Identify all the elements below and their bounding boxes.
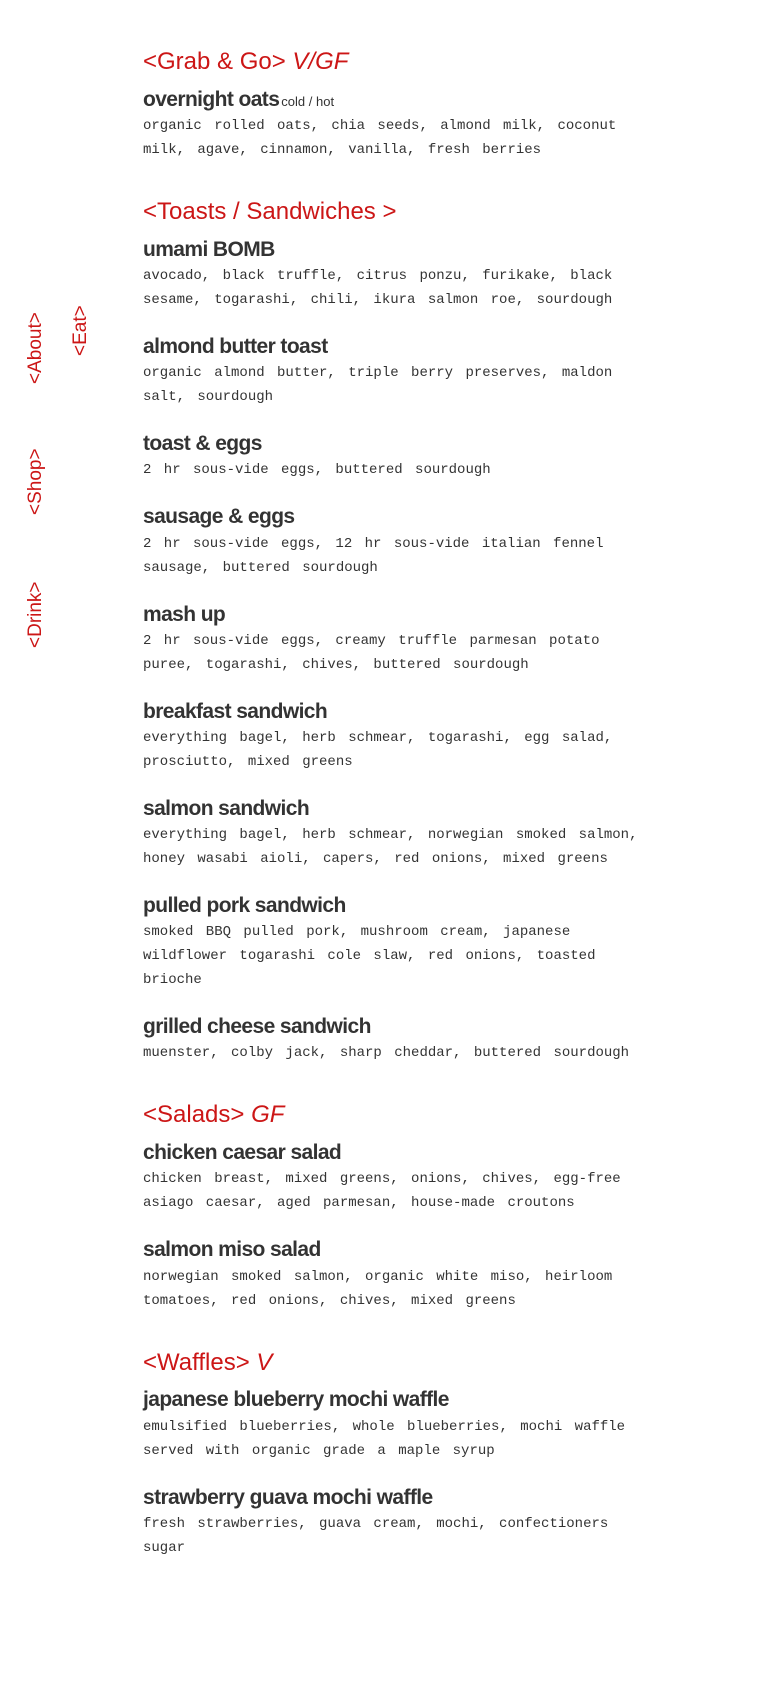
menu-item-name-row bbox=[143, 699, 643, 724]
menu-item-name-row bbox=[143, 87, 643, 112]
menu-item bbox=[143, 1140, 643, 1215]
menu-item-name: mash up bbox=[143, 602, 226, 626]
menu-item bbox=[143, 1485, 643, 1560]
menu-item-name-row bbox=[143, 334, 643, 359]
nav-shop-link[interactable]: <Shop> bbox=[25, 448, 46, 515]
menu-item-name: umami BOMB bbox=[143, 237, 275, 261]
menu-item-name: grilled cheese sandwich bbox=[143, 1015, 371, 1039]
section-title-text: <Grab & Go> bbox=[143, 48, 286, 75]
menu-item-name: pulled pork sandwich bbox=[143, 894, 346, 918]
menu-item-name: japanese blueberry mochi waffle bbox=[143, 1388, 449, 1412]
menu-item-description: everything bagel, herb schmear, norwegian smoked salmon, honey wasabi aioli, capers, red onions, mixed greens bbox=[143, 827, 638, 868]
menu-section bbox=[143, 198, 643, 1065]
menu-item-name-row bbox=[143, 1140, 643, 1165]
menu bbox=[143, 48, 643, 1582]
dietary-tag: V bbox=[256, 1348, 273, 1376]
menu-section bbox=[143, 1349, 643, 1560]
menu-item-name: strawberry guava mochi waffle bbox=[143, 1485, 433, 1509]
menu-item-name: almond butter toast bbox=[143, 334, 328, 358]
menu-item-name: chicken caesar salad bbox=[143, 1141, 342, 1165]
menu-item-name: breakfast sandwich bbox=[143, 699, 328, 723]
section-title bbox=[143, 198, 643, 227]
menu-item bbox=[143, 893, 643, 992]
menu-item-name-row bbox=[143, 1485, 643, 1510]
menu-item bbox=[143, 504, 643, 579]
menu-item-description: muenster, colby jack, sharp cheddar, buttered sourdough bbox=[143, 1045, 630, 1062]
menu-section bbox=[143, 48, 643, 162]
menu-item-name-row bbox=[143, 431, 643, 456]
menu-item bbox=[143, 602, 643, 677]
menu-item-description: fresh strawberries, guava cream, mochi, confectioners sugar bbox=[143, 1515, 609, 1556]
menu-item-description: organic almond butter, triple berry preserves, maldon salt, sourdough bbox=[143, 365, 613, 406]
menu-item-name-row bbox=[143, 893, 643, 918]
menu-item-name-row bbox=[143, 1237, 643, 1262]
menu-item bbox=[143, 1387, 643, 1462]
nav-drink-link[interactable]: <Drink> bbox=[25, 581, 46, 648]
nav-eat-link[interactable]: <Eat> bbox=[70, 305, 91, 356]
menu-item-name: toast & eggs bbox=[143, 432, 262, 456]
menu-item-description: norwegian smoked salmon, organic white miso, heirloom tomatoes, red onions, chives, mixed greens bbox=[143, 1268, 613, 1309]
section-title-text: <Waffles> bbox=[143, 1348, 250, 1376]
menu-section bbox=[143, 1101, 643, 1312]
menu-item-description: smoked BBQ pulled pork, mushroom cream, japanese wildflower togarashi cole slaw, red onions, toasted brioche bbox=[143, 924, 596, 989]
menu-item-description: emulsified blueberries, whole blueberries, mochi waffle served with organic grade a maple syrup bbox=[143, 1418, 626, 1459]
menu-item-description: avocado, black truffle, citrus ponzu, furikake, black sesame, togarashi, chili, ikura salmon roe, sourdough bbox=[143, 267, 613, 308]
menu-item-name: sausage & eggs bbox=[143, 505, 295, 529]
menu-item-note: cold / hot bbox=[281, 93, 335, 109]
menu-item bbox=[143, 1014, 643, 1065]
menu-item bbox=[143, 237, 643, 312]
menu-item bbox=[143, 699, 643, 774]
menu-item-description: 2 hr sous-vide eggs, buttered sourdough bbox=[143, 462, 491, 479]
section-title bbox=[143, 1101, 643, 1130]
menu-item-description: chicken breast, mixed greens, onions, chives, egg-free asiago caesar, aged parmesan, house-made croutons bbox=[143, 1171, 621, 1212]
menu-item-name-row bbox=[143, 1014, 643, 1039]
section-title bbox=[143, 1349, 643, 1378]
menu-item bbox=[143, 1237, 643, 1312]
section-title-text: <Toasts / Sandwiches > bbox=[143, 197, 397, 225]
menu-item-name: salmon sandwich bbox=[143, 796, 310, 820]
nav-about-link[interactable]: <About> bbox=[25, 312, 46, 384]
menu-item-description: organic rolled oats, chia seeds, almond milk, coconut milk, agave, cinnamon, vanilla, fresh berries bbox=[143, 117, 617, 158]
menu-item-name: salmon miso salad bbox=[143, 1238, 321, 1262]
dietary-tag: V/GF bbox=[292, 48, 349, 75]
menu-item-name-row bbox=[143, 1387, 643, 1412]
menu-item-name-row bbox=[143, 602, 643, 627]
menu-item-name-row bbox=[143, 504, 643, 529]
menu-item bbox=[143, 796, 643, 871]
menu-item-description: 2 hr sous-vide eggs, creamy truffle parmesan potato puree, togarashi, chives, buttered sourdough bbox=[143, 632, 600, 673]
section-title-text: <Salads> bbox=[143, 1101, 245, 1129]
menu-item-name-row bbox=[143, 237, 643, 262]
menu-item bbox=[143, 431, 643, 482]
menu-item-description: everything bagel, herb schmear, togarashi, egg salad, prosciutto, mixed greens bbox=[143, 729, 613, 770]
menu-item-description: 2 hr sous-vide eggs, 12 hr sous-vide italian fennel sausage, buttered sourdough bbox=[143, 535, 604, 576]
menu-item-name-row bbox=[143, 796, 643, 821]
section-title bbox=[143, 48, 643, 77]
dietary-tag: GF bbox=[251, 1101, 285, 1129]
menu-item-name: overnight oats bbox=[143, 87, 280, 111]
menu-item bbox=[143, 87, 643, 162]
menu-item bbox=[143, 334, 643, 409]
